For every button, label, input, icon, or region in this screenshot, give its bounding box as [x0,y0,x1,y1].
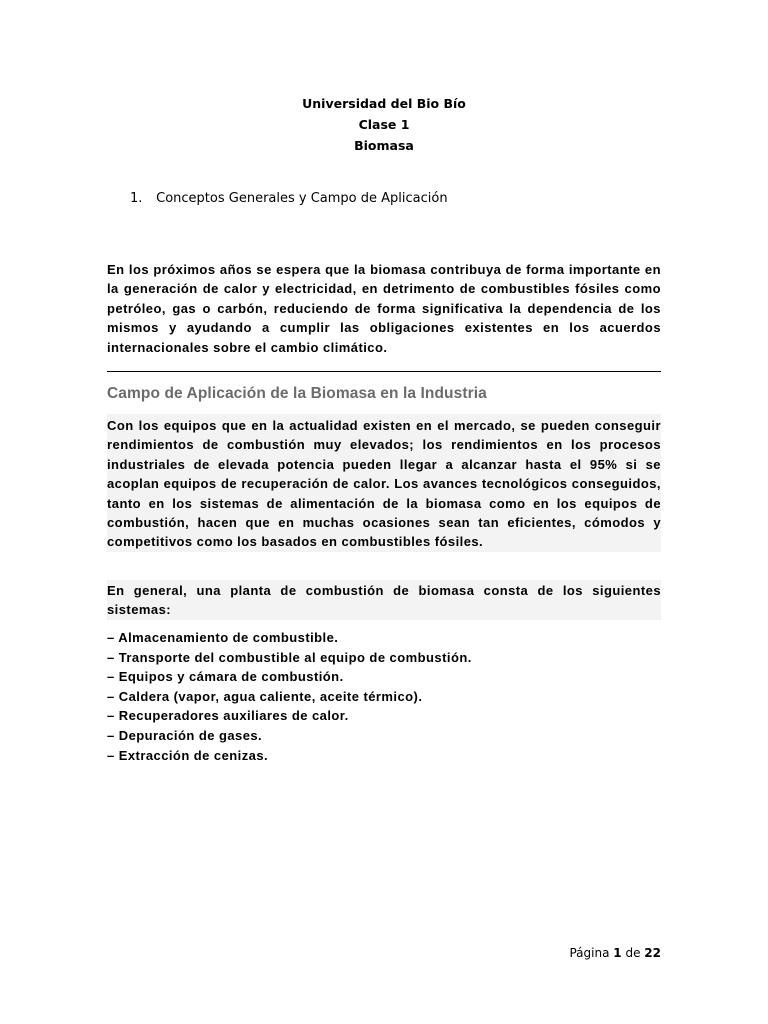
list-item: – Equipos y cámara de combustión. [107,669,344,685]
document-header [0,93,768,156]
numbered-heading [130,190,448,208]
section-title: Campo de Aplicación de la Biomasa en la Industria [107,385,487,402]
page-footer [569,945,661,961]
list-item: – Transporte del combustible al equipo de combustión. [107,649,472,665]
document-title: Biomasa [354,138,414,153]
paragraph-efficiency: Con los equipos que en la actualidad existen en el mercado, se pueden conseguir rendimientos de combustión muy elevados; los rendimientos en los procesos industriales de elevada potencia pueden llegar a alcanzar hasta el 95% si se acoplan equipos de recuperación de calor. Los avances tecnológicos conseguidos, tanto en los sistemas de alimentación de la biomasa como en los equipos de combustión, hacen que en muchas ocasiones sean tan eficientes, cómodos y competitivos como los basados en combustibles fósiles. [107,414,661,552]
list-item: – Extracción de cenizas. [107,747,269,763]
list-item: – Almacenamiento de combustible. [107,630,339,645]
page-label: Página [569,946,610,960]
page-total: 22 [644,946,661,960]
page-current: 1 [613,946,622,960]
paragraph-systems-intro: En general, una planta de combustión de biomasa consta de los siguientes sistemas: [107,580,661,620]
heading-number: 1. [130,191,143,206]
class-label: Clase 1 [358,117,410,132]
list-item: – Depuración de gases. [107,727,263,743]
list-item: – Recuperadores auxiliares de calor. [107,708,349,724]
page-of: de [625,946,641,960]
list-item: – Caldera (vapor, agua caliente, aceite térmico). [107,688,423,704]
intro-paragraph: En los próximos años se espera que la biomasa contribuya de forma importante en la generación de calor y electricidad, en detrimento de combustibles fósiles como petróleo, gas o carbón, reduciendo de forma significativa la dependencia de los mismos y ayudando a cumplir las obligaciones existentes en los acuerdos internacionales sobre el cambio climático. [107,262,661,355]
heading-text: Conceptos Generales y Campo de Aplicación [156,191,448,206]
systems-list [107,628,661,765]
section-divider [107,371,661,372]
university-name: Universidad del Bio Bío [302,96,466,111]
